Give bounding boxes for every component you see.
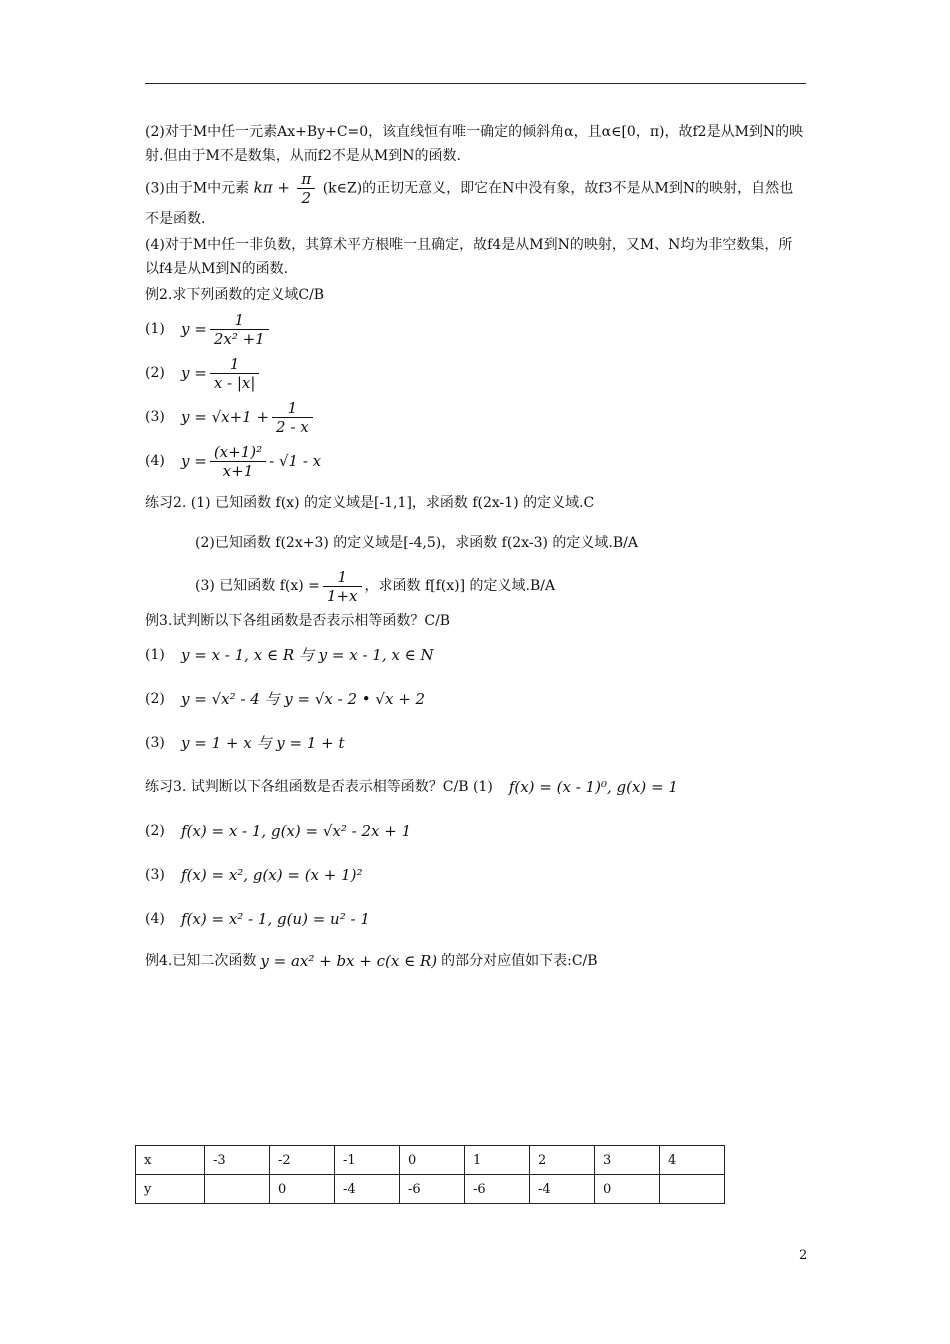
example-2-item: (3) y = √x+1 + $\frac{1}{2 - x}$ bbox=[145, 395, 806, 439]
practice-2-item-2: (2)已知函数 f(2x+3) 的定义域是[-4,5)，求函数 f(2x-3) 的定义域.B/A bbox=[195, 535, 638, 551]
table-cell: -4 bbox=[530, 1175, 595, 1204]
value-table bbox=[135, 1145, 725, 1204]
table-cell: -1 bbox=[335, 1146, 400, 1175]
example-2-title: 例2.求下列函数的定义域C/B bbox=[145, 287, 325, 303]
table-cell bbox=[660, 1175, 725, 1204]
practice-3-list bbox=[145, 809, 806, 941]
practice-3-item: (2) f(x) = x - 1, g(x) = √x² - 2x + 1 bbox=[145, 822, 412, 840]
table-cell: 4 bbox=[660, 1146, 725, 1175]
table-cell: -6 bbox=[400, 1175, 465, 1204]
fraction-1-over-1-plus-x: $\frac{1}{1+x}$ bbox=[323, 568, 362, 605]
quadratic-expression: y = ax² + bx + c(x ∈ R) bbox=[260, 952, 438, 970]
table-cell: x bbox=[136, 1146, 205, 1175]
paragraph-3: (3)由于M中元素 kπ + $\frac{\pi}{2}$ (k∈Z)的正切无意义，即它在N中没有象，故f3不是从M到N的映射，自然也不是函数. bbox=[145, 170, 794, 227]
example-3-item: (2) y = √x² - 4 与 y = √x - 2 • √x + 2 bbox=[145, 690, 426, 708]
example-3-item: (1) y = x - 1, x ∈ R 与 y = x - 1, x ∈ N bbox=[145, 646, 434, 664]
practice-2 bbox=[145, 483, 806, 609]
paragraph-2: (2)对于M中任一元素Ax+By+C=0，该直线恒有唯一确定的倾斜角α，且α∈[0，π)，故f2是从M到N的映射.但由于M不是数集，从而f2不是从M到N的函数. bbox=[145, 124, 804, 164]
practice-3-item: (3) f(x) = x², g(x) = (x + 1)² bbox=[145, 866, 363, 884]
table-cell: 1 bbox=[465, 1146, 530, 1175]
practice-3-item-1: f(x) = (x - 1)⁰, g(x) = 1 bbox=[508, 778, 678, 796]
table-cell: -4 bbox=[335, 1175, 400, 1204]
document-body bbox=[145, 120, 806, 981]
table-cell: -6 bbox=[465, 1175, 530, 1204]
example-2-list bbox=[145, 307, 806, 483]
example-2-item: (2) y = $\frac{1}{x - |x|}$ bbox=[145, 351, 806, 395]
fraction: $\frac{1}{x - |x|}$ bbox=[210, 355, 260, 392]
example-2-item: (1) y = $\frac{1}{\text{2x² +1}}$ bbox=[145, 307, 806, 351]
practice-3-item: (4) f(x) = x² - 1, g(u) = u² - 1 bbox=[145, 910, 370, 928]
practice-2-item-3: (3) 已知函数 f(x) = $\frac{1}{1+x}$ ，求函数 f[f(x)] 的定义域.B/A bbox=[195, 567, 556, 605]
table-cell: 0 bbox=[270, 1175, 335, 1204]
example-3-title: 例3.试判断以下各组函数是否表示相等函数？C/B bbox=[145, 613, 451, 629]
practice-2-item-1: 练习2. (1) 已知函数 f(x) 的定义域是[-1,1]，求函数 f(2x-1) 的定义域.C bbox=[145, 495, 595, 511]
fraction: $\frac{\text{(x+1)²}}{x+1}$ bbox=[210, 443, 266, 480]
header-rule bbox=[145, 83, 806, 84]
example-2-item: (4) y = $\frac{\text{(x+1)²}}{x+1}$ - √1 - x bbox=[145, 442, 322, 480]
table-row-x bbox=[136, 1146, 725, 1175]
table-cell: 2 bbox=[530, 1146, 595, 1175]
paragraph-4: (4)对于M中任一非负数，其算术平方根唯一且确定，故f4是从M到N的映射，又M、N均为非空数集，所以f4是从M到N的函数. bbox=[145, 237, 793, 277]
page-number: 2 bbox=[799, 1248, 808, 1263]
table-cell: 3 bbox=[595, 1146, 660, 1175]
table-cell: -3 bbox=[205, 1146, 270, 1175]
table-cell: 0 bbox=[400, 1146, 465, 1175]
table-cell: y bbox=[136, 1175, 205, 1204]
expr-k-pi: kπ + bbox=[253, 178, 290, 197]
fraction: $\frac{1}{\text{2x² +1}}$ bbox=[210, 311, 269, 348]
example-3-list bbox=[145, 633, 806, 765]
practice-3-title: 练习3. 试判断以下各组函数是否表示相等函数？C/B (1) f(x) = (x - 1)⁰, g(x) = 1 bbox=[145, 765, 806, 809]
fraction: $\frac{1}{2 - x}$ bbox=[272, 399, 313, 436]
table-cell: -2 bbox=[270, 1146, 335, 1175]
fraction-pi-over-2: $\frac{\pi}{2}$ bbox=[297, 170, 315, 207]
table-row-y bbox=[136, 1175, 725, 1204]
example-3-item: (3) y = 1 + x 与 y = 1 + t bbox=[145, 734, 345, 752]
table-cell bbox=[205, 1175, 270, 1204]
table-cell: 0 bbox=[595, 1175, 660, 1204]
example-4-title: 例4.已知二次函数 y = ax² + bx + c(x ∈ R) 的部分对应值如下表:C/B bbox=[145, 941, 806, 981]
